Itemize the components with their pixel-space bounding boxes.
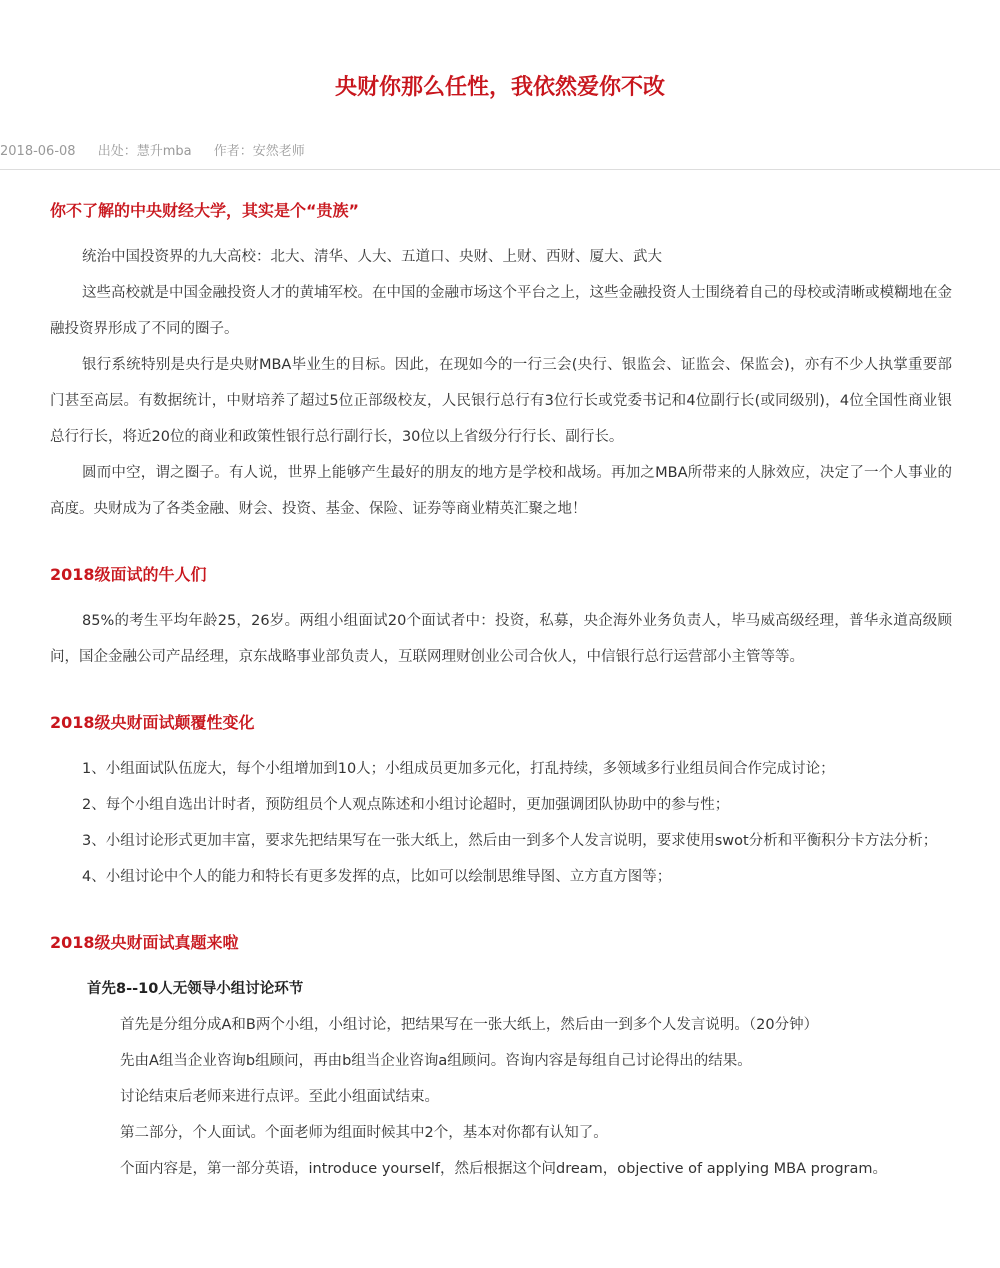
section-guizu bbox=[50, 193, 952, 527]
paragraph: 统治中国投资界的九大高校：北大、清华、人大、五道口、央财、上财、西财、厦大、武大 bbox=[82, 249, 662, 265]
paragraph: 圆而中空，谓之圈子。有人说，世界上能够产生最好的朋友的地方是学校和战场。再加之MBA所带来的人脉效应，决定了一个人事业的高度。央财成为了各类金融、财会、投资、基金、保险、证券等商业精英汇聚之地！ bbox=[50, 465, 952, 517]
section-gap bbox=[50, 895, 952, 925]
header-divider bbox=[0, 169, 1000, 170]
section-heading: 2018级央财面试颠覆性变化 bbox=[50, 713, 255, 732]
list-item: 4、小组讨论中个人的能力和特长有更多发挥的点，比如可以绘制思维导图、立方直方图等； bbox=[82, 869, 672, 885]
section-gap bbox=[50, 527, 952, 557]
paragraph: 85%的考生平均年龄25，26岁。两组小组面试20个面试者中：投资，私募，央企海外业务负责人，毕马威高级经理，普华永道高级顾问，国企金融公司产品经理，京东战略事业部负责人，互联网理财创业公司合伙人，中信银行总行运营部小主管等等。 bbox=[50, 613, 952, 665]
sub-heading: 首先8--10人无领导小组讨论环节 bbox=[87, 981, 304, 997]
section-heading: 2018级央财面试真题来啦 bbox=[50, 933, 239, 952]
section-niuren bbox=[50, 557, 952, 675]
list-item: 2、每个小组自选出计时者，预防组员个人观点陈述和小组讨论超时，更加强调团队协助中的参与性； bbox=[82, 797, 730, 813]
paragraph: 银行系统特别是央行是央财MBA毕业生的目标。因此，在现如今的一行三会(央行、银监会、证监会、保监会)，亦有不少人执掌重要部门甚至高层。有数据统计，中财培养了超过5位正部级校友，人民银行总行有3位行长或党委书记和4位副行长(或同级别)，4位全国性商业银总行行长，将近20位的商业和政策性银行总行副行长，30位以上省级分行行长、副行长。 bbox=[50, 357, 952, 445]
article-body bbox=[50, 193, 952, 1187]
paragraph: 这些高校就是中国金融投资人才的黄埔军校。在中国的金融市场这个平台之上，这些金融投资人士围绕着自己的母校或清晰或模糊地在金融投资界形成了不同的圈子。 bbox=[50, 285, 952, 337]
section-questions bbox=[50, 925, 952, 1187]
list-item: 3、小组讨论形式更加丰富，要求先把结果写在一张大纸上，然后由一到多个人发言说明，要求使用swot分析和平衡积分卡方法分析； bbox=[82, 833, 938, 849]
paragraph: 首先是分组分成A和B两个小组，小组讨论，把结果写在一张大纸上，然后由一到多个人发言说明。（20分钟） bbox=[120, 1017, 819, 1033]
section-heading: 你不了解的中央财经大学，其实是个“贵族” bbox=[50, 201, 360, 220]
paragraph: 个面内容是，第一部分英语，introduce yourself，然后根据这个问dream，objective of applying MBA program。 bbox=[120, 1161, 888, 1177]
article-source: 出处：慧升mba bbox=[97, 144, 192, 159]
paragraph: 先由A组当企业咨询b组顾问，再由b组当企业咨询a组顾问。咨询内容是每组自己讨论得出的结果。 bbox=[120, 1053, 752, 1069]
list-item: 1、小组面试队伍庞大，每个小组增加到10人；小组成员更加多元化，打乱持续，多领域多行业组员间合作完成讨论； bbox=[82, 761, 835, 777]
article-title: 央财你那么任性，我依然爱你不改 bbox=[334, 75, 665, 100]
section-changes bbox=[50, 705, 952, 895]
section-heading: 2018级面试的牛人们 bbox=[50, 565, 207, 584]
article-author: 作者：安然老师 bbox=[213, 144, 305, 159]
paragraph: 第二部分，个人面试。个面老师为组面时候其中2个，基本对你都有认知了。 bbox=[120, 1125, 608, 1141]
section-gap bbox=[50, 675, 952, 705]
article-meta bbox=[0, 141, 323, 163]
publish-date: 2018-06-08 bbox=[0, 144, 76, 159]
paragraph: 讨论结束后老师来进行点评。至此小组面试结束。 bbox=[120, 1089, 439, 1105]
